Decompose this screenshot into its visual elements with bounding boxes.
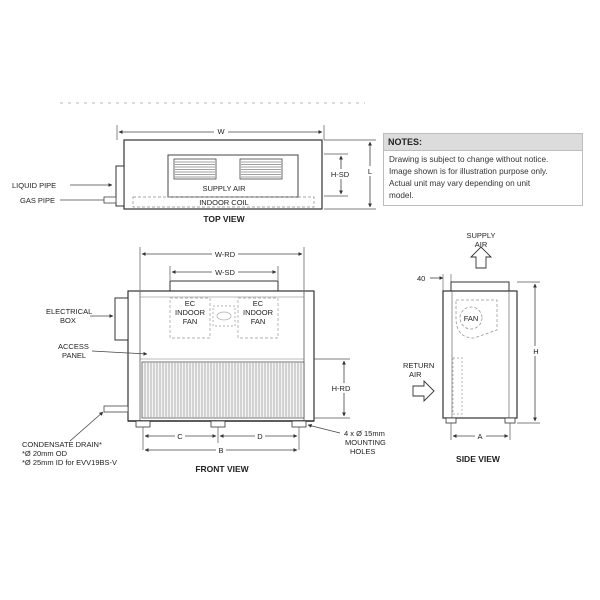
- gas-pipe-callout: [20, 196, 116, 205]
- liquid-pipe-callout: [12, 181, 112, 190]
- foot-1: [136, 421, 150, 427]
- fan-left-line-2: INDOOR: [175, 308, 205, 317]
- note-line-1: Drawing is subject to change without notice.: [389, 155, 549, 164]
- electrical-box: [115, 298, 128, 340]
- access-panel-line-2: PANEL: [62, 351, 87, 360]
- dimension-c: [143, 427, 218, 450]
- electrical-box-callout: [46, 307, 113, 325]
- dimension-w-sd: [170, 266, 278, 280]
- mounting-line-1: 4 x Ø 15mm: [344, 429, 385, 438]
- note-line-4: model.: [389, 191, 414, 200]
- dimension-w: [117, 125, 324, 140]
- side-view-title: SIDE VIEW: [456, 454, 500, 464]
- dim-b-label: B: [218, 446, 224, 455]
- electrical-box-line-1: ELECTRICAL: [46, 307, 93, 316]
- return-air-line-1: RETURN: [403, 361, 435, 370]
- side-supply-air-line-1: SUPPLY: [466, 231, 496, 240]
- front-view-title: FRONT VIEW: [195, 464, 249, 474]
- dim-d-label: D: [257, 432, 263, 441]
- dim-w-label: W: [217, 127, 225, 136]
- dimension-a: [451, 423, 510, 441]
- mounting-holes-callout: [308, 425, 386, 456]
- mounting-line-3: HOLES: [350, 447, 376, 456]
- fan-right-line-2: INDOOR: [243, 308, 273, 317]
- condensate-drain-callout: [22, 412, 117, 467]
- return-air-line-2: AIR: [409, 370, 422, 379]
- gas-pipe-stub: [104, 197, 116, 203]
- fan-left-line-1: EC: [184, 299, 196, 308]
- condensate-drain-pipe: [104, 406, 128, 412]
- dimension-h: [517, 282, 541, 423]
- note-line-3: Actual unit may vary depending on unit: [389, 179, 531, 188]
- supply-air-label: SUPPLY AIR: [202, 184, 246, 193]
- supply-air-arrow: [471, 247, 491, 268]
- supply-air-collar: [170, 281, 278, 292]
- electrical-box-line-2: BOX: [60, 316, 76, 325]
- front-view: [22, 247, 386, 474]
- side-supply-collar: [451, 282, 509, 291]
- dim-a-label: A: [477, 432, 483, 441]
- side-fan-label: FAN: [463, 314, 479, 323]
- dimension-40: [417, 274, 451, 292]
- indoor-coil-label: INDOOR COIL: [199, 198, 249, 207]
- fan-right-line-1: EC: [252, 299, 264, 308]
- dim-w-rd-label: W-RD: [214, 250, 236, 259]
- dim-c-label: C: [177, 432, 183, 441]
- side-supply-air-line-2: AIR: [474, 240, 488, 249]
- dimension-h-rd: [314, 359, 356, 418]
- notes-box: [383, 133, 583, 206]
- dim-h-sd-label: H-SD: [330, 170, 350, 179]
- mounting-line-2: MOUNTING: [345, 438, 386, 447]
- notes-body: [384, 151, 582, 205]
- dim-40-label: 40: [417, 274, 426, 283]
- condensate-line-1: CONDENSATE DRAIN*: [22, 440, 102, 449]
- liquid-pipe-label: LIQUID PIPE: [12, 181, 57, 190]
- supply-air-grille-left: [174, 159, 216, 179]
- foot-3: [292, 421, 306, 427]
- access-panel-line-1: ACCESS: [58, 342, 89, 351]
- condensate-line-3: *Ø 25mm ID for EVV19BS-V: [22, 458, 118, 467]
- fan-right-line-3: FAN: [250, 317, 266, 326]
- note-line-2: Image shown is for illustration purpose only.: [389, 167, 548, 176]
- top-view-title: TOP VIEW: [203, 214, 245, 224]
- dim-l-label: L: [367, 167, 373, 176]
- top-view: [12, 125, 376, 224]
- notes-heading: NOTES:: [384, 134, 582, 151]
- foot-2: [211, 421, 225, 427]
- dimension-d: [220, 427, 299, 450]
- gas-pipe-label: GAS PIPE: [20, 196, 56, 205]
- fan-left-line-3: FAN: [182, 317, 198, 326]
- dimension-b: [145, 445, 297, 455]
- side-view: [403, 231, 541, 464]
- side-foot-left: [446, 418, 456, 423]
- return-air-arrow: [413, 381, 434, 401]
- top-view-pipe-stub: [116, 166, 124, 206]
- dim-h-rd-label: H-RD: [331, 384, 351, 393]
- dimension-h-sd: [324, 154, 352, 196]
- side-foot-right: [505, 418, 515, 423]
- dim-w-sd-label: W-SD: [215, 268, 235, 277]
- supply-air-grille-right: [240, 159, 282, 179]
- dim-h-label: H: [533, 347, 539, 356]
- side-view-unit-body: [443, 291, 517, 418]
- condensate-line-2: *Ø 20mm OD: [22, 449, 68, 458]
